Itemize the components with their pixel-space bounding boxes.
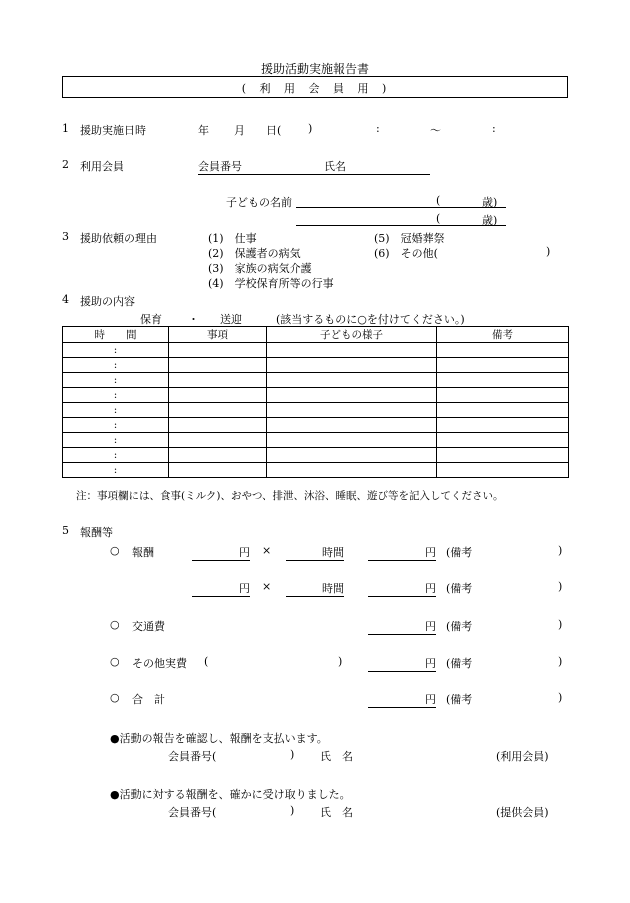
remarks-cell[interactable] [437, 418, 569, 433]
other-amount-field[interactable]: 円 [368, 655, 436, 672]
time-cell[interactable]: : [63, 448, 169, 463]
item-cell[interactable] [169, 343, 267, 358]
age-label: 歳) [482, 214, 498, 227]
time-cell[interactable]: : [63, 418, 169, 433]
transport-amount-field[interactable]: 円 [368, 618, 436, 635]
remarks-cell[interactable] [437, 403, 569, 418]
section3-number: 3 [62, 230, 69, 243]
document-subtitle: ( 利 用 会 員 用 ) [241, 82, 389, 95]
total-amount-field[interactable]: 円 [368, 691, 436, 708]
name-label: 氏名 [324, 160, 346, 173]
section5-number: 5 [62, 524, 69, 537]
table-row [63, 373, 569, 388]
user-role-label: (利用会員) [496, 750, 549, 763]
activity-table [62, 326, 569, 478]
time-cell[interactable]: : [63, 433, 169, 448]
day-close: ) [308, 122, 313, 135]
transport-remarks: (備考 [446, 620, 473, 633]
time-cell[interactable]: : [63, 403, 169, 418]
age-open: ( [436, 194, 441, 207]
fee-remarks: (備考 [446, 546, 473, 559]
remarks-cell[interactable] [437, 448, 569, 463]
fee-remarks-close-2: ) [558, 580, 563, 593]
time-cell[interactable]: : [63, 463, 169, 478]
fee-amount-field-2[interactable]: 円 [368, 580, 436, 597]
option-separator: ・ [188, 313, 199, 326]
day-label: 日( [266, 124, 282, 137]
other-close: ) [338, 655, 343, 668]
month-label: 月 [234, 124, 245, 137]
fee-amount-field[interactable]: 円 [368, 544, 436, 561]
table-row [63, 418, 569, 433]
age-label: 歳) [482, 196, 498, 209]
remarks-cell[interactable] [437, 388, 569, 403]
other-remarks-close: ) [558, 655, 563, 668]
tilde: 〜 [430, 124, 441, 137]
reason-item-1[interactable]: (1) 仕事 [208, 232, 257, 245]
other-label: その他実費 [132, 657, 187, 670]
fee-remarks-close: ) [558, 544, 563, 557]
total-remarks: (備考 [446, 693, 473, 706]
header-remarks: 備考 [437, 327, 569, 343]
header-time: 時 間 [63, 327, 169, 343]
section3-label: 援助依頼の理由 [80, 232, 157, 245]
item-cell[interactable] [169, 373, 267, 388]
transport-label: 交通費 [132, 620, 165, 633]
transport-circle: ○ [110, 618, 120, 631]
table-note: 注：事項欄には、食事(ミルク)、おやつ、排泄、沐浴、睡眠、遊び等を記入してください。 [76, 490, 504, 502]
section1-number: 1 [62, 122, 69, 135]
time-cell[interactable]: : [63, 388, 169, 403]
times-sign: × [262, 544, 272, 557]
times-sign-2: × [262, 580, 272, 593]
age-open: ( [436, 212, 441, 225]
fee-hours-field-2[interactable]: 時間 [286, 580, 344, 597]
table-row [63, 403, 569, 418]
time-colon-end: : [492, 122, 496, 135]
reason-other-close: ) [546, 245, 551, 258]
reason-item-2[interactable]: (2) 保護者の病気 [208, 247, 301, 260]
other-circle: ○ [110, 655, 120, 668]
remarks-cell[interactable] [437, 373, 569, 388]
table-row [63, 358, 569, 373]
provider-name-label: 氏 名 [320, 806, 353, 819]
remarks-cell[interactable] [437, 343, 569, 358]
confirm-receipt-text: ●活動に対する報酬を、確かに受け取りました。 [110, 788, 351, 801]
time-cell[interactable]: : [63, 343, 169, 358]
remarks-cell[interactable] [437, 358, 569, 373]
child-state-cell[interactable] [267, 463, 437, 478]
fee-label: 報酬 [132, 546, 154, 559]
section4-number: 4 [62, 293, 69, 306]
provider-member-no-close: ) [290, 804, 295, 817]
remarks-cell[interactable] [437, 433, 569, 448]
total-circle: ○ [110, 691, 120, 704]
provider-member-no-label: 会員番号( [168, 806, 217, 819]
total-label: 合 計 [132, 693, 165, 706]
table-row [63, 343, 569, 358]
child-name-field-1[interactable] [296, 194, 506, 208]
child-state-cell[interactable] [267, 403, 437, 418]
fee-hours-field[interactable]: 時間 [286, 544, 344, 561]
header-item: 事項 [169, 327, 267, 343]
document-title: 援助活動実施報告書 [260, 62, 369, 76]
other-remarks: (備考 [446, 657, 473, 670]
child-state-cell[interactable] [267, 448, 437, 463]
fee-remarks-2: (備考 [446, 582, 473, 595]
child-state-cell[interactable] [267, 358, 437, 373]
item-cell[interactable] [169, 418, 267, 433]
member-no-label: 会員番号 [198, 160, 242, 173]
reason-item-6[interactable]: (6) その他( [374, 247, 438, 260]
reason-item-3[interactable]: (3) 家族の病気介護 [208, 262, 312, 275]
section1-label: 援助実施日時 [80, 124, 146, 137]
member-field[interactable] [198, 158, 430, 175]
section2-number: 2 [62, 158, 69, 171]
child-state-cell[interactable] [267, 373, 437, 388]
confirm-payment-text: ●活動の報告を確認し、報酬を支払います。 [110, 732, 328, 745]
year-label: 年 [198, 124, 209, 137]
care-option[interactable]: 保育 [140, 313, 162, 326]
total-remarks-close: ) [558, 691, 563, 704]
other-open: ( [204, 655, 209, 668]
selection-hint: (該当するものに○を付けてください。) [276, 313, 465, 326]
section4-label: 援助の内容 [80, 295, 135, 308]
child-name-label: 子どもの名前 [226, 196, 292, 209]
time-colon-start: : [376, 122, 380, 135]
fee-circle: ○ [110, 544, 120, 557]
header-child-state: 子どもの様子 [267, 327, 437, 343]
item-cell[interactable] [169, 433, 267, 448]
user-member-no-label: 会員番号( [168, 750, 217, 763]
item-cell[interactable] [169, 403, 267, 418]
section5-label: 報酬等 [80, 526, 113, 539]
table-row [63, 433, 569, 448]
transport-remarks-close: ) [558, 618, 563, 631]
reason-item-5[interactable]: (5) 冠婚葬祭 [374, 232, 445, 245]
fee-rate-field[interactable]: 円 [192, 544, 250, 561]
table-row [63, 448, 569, 463]
section2-label: 利用会員 [80, 160, 124, 173]
transport-option[interactable]: 送迎 [220, 313, 242, 326]
user-member-no-close: ) [290, 748, 295, 761]
item-cell[interactable] [169, 448, 267, 463]
table-row [63, 463, 569, 478]
provider-role-label: (提供会員) [496, 806, 549, 819]
child-state-cell[interactable] [267, 388, 437, 403]
item-cell[interactable] [169, 358, 267, 373]
time-cell[interactable]: : [63, 373, 169, 388]
child-state-cell[interactable] [267, 433, 437, 448]
time-cell[interactable]: : [63, 358, 169, 373]
child-name-field-2[interactable] [296, 212, 506, 226]
fee-rate-field-2[interactable]: 円 [192, 580, 250, 597]
item-cell[interactable] [169, 388, 267, 403]
remarks-cell[interactable] [437, 463, 569, 478]
user-name-label: 氏 名 [320, 750, 353, 763]
item-cell[interactable] [169, 463, 267, 478]
table-row [63, 388, 569, 403]
reason-item-4[interactable]: (4) 学校保育所等の行事 [208, 277, 334, 290]
child-state-cell[interactable] [267, 418, 437, 433]
child-state-cell[interactable] [267, 343, 437, 358]
